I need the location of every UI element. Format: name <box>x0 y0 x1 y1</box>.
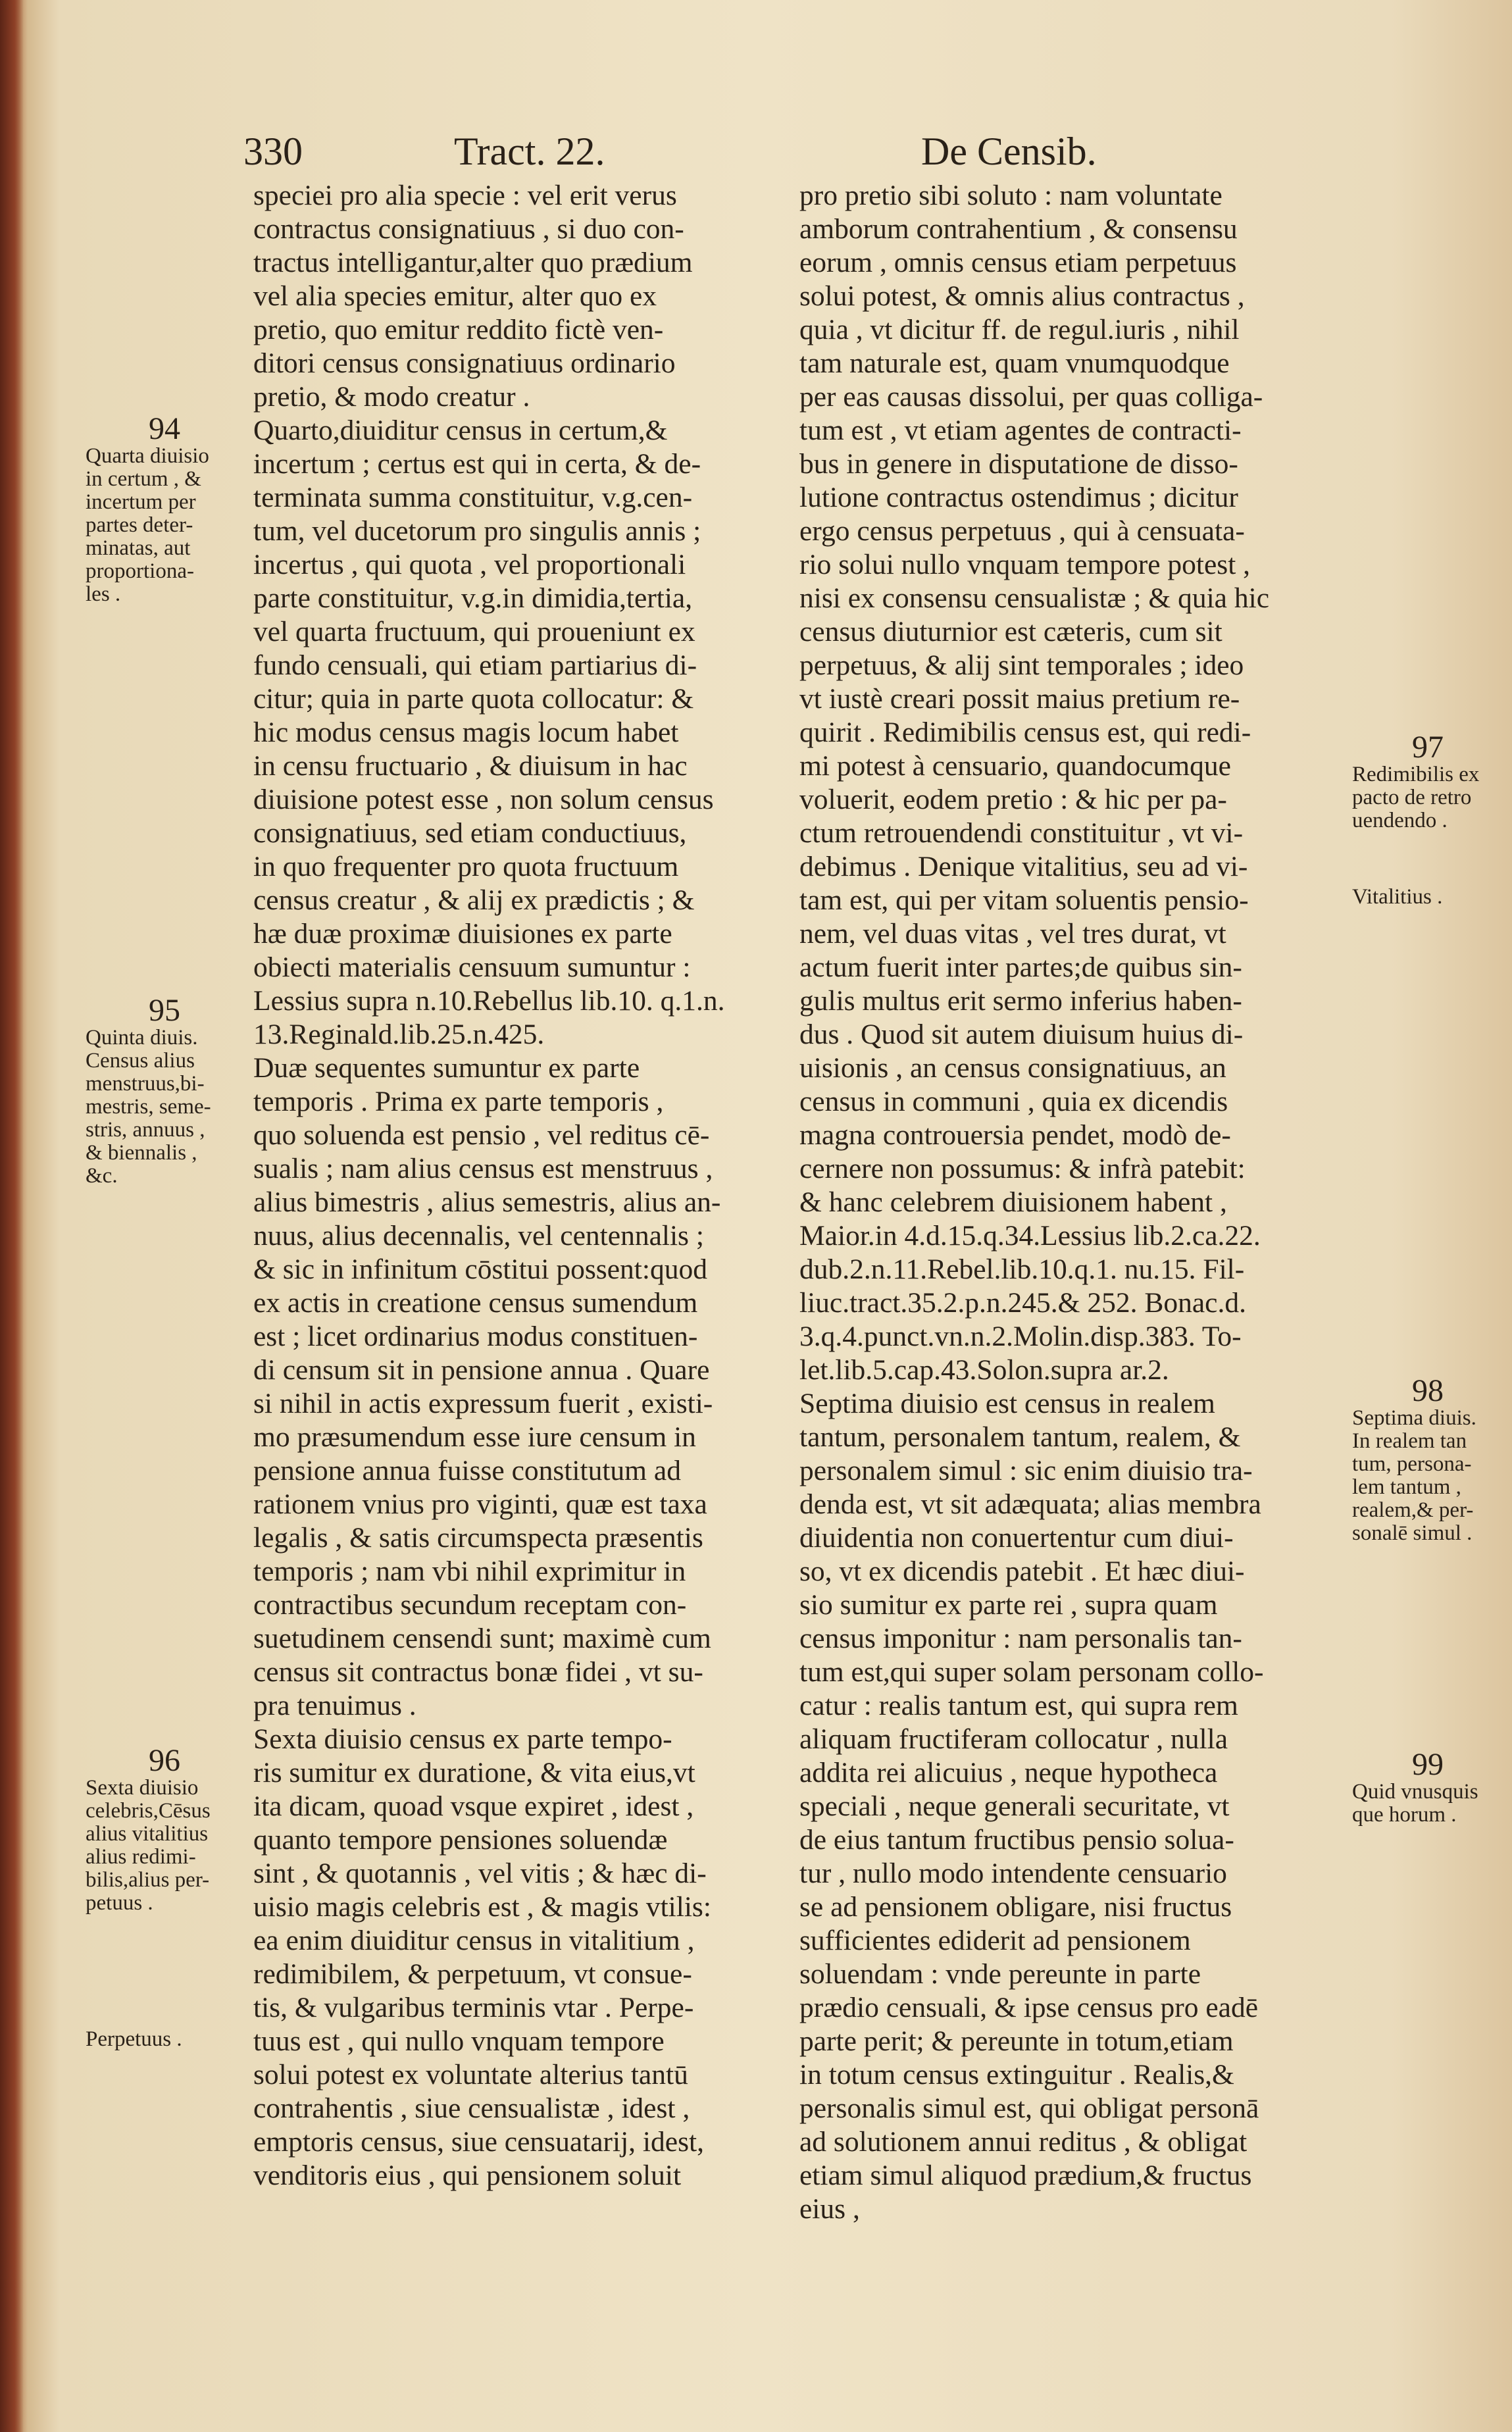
marginal-note-line: In realem tan <box>1352 1429 1467 1453</box>
marginal-note-line: proportiona- <box>86 559 194 583</box>
text-line: diuidentia non conuertentur cum diui- <box>799 1522 1234 1554</box>
marginal-note-body <box>1352 763 1503 832</box>
text-line: pretio, & modo creatur . <box>253 381 530 413</box>
text-line: rationem vnius pro viginti, quæ est taxa <box>253 1488 707 1520</box>
marginal-note-body <box>86 2028 243 2051</box>
text-line: citur; quia in parte quota collocatur: & <box>253 683 694 715</box>
text-line: incertum ; certus est qui in certa, & de- <box>253 448 701 480</box>
text-line: ctum retrouendendi constituitur , vt vi- <box>799 817 1244 849</box>
text-line: ris sumitur ex duratione, & vita eius,vt <box>253 1757 695 1788</box>
text-line: speciei pro alia specie : vel erit verus <box>253 180 677 211</box>
marginal-note-line: alius redimi- <box>86 1845 196 1869</box>
text-line: census sit contractus bonæ fidei , vt su- <box>253 1656 703 1688</box>
text-line: rio solui nullo vnquam tempore potest , <box>799 549 1251 580</box>
marginal-note-line: sonalē simul . <box>1352 1521 1473 1545</box>
text-line: tis, & vulgaribus terminis vtar . Perpe- <box>253 1992 694 2023</box>
text-line: cernere non possumus: & infrà patebit: <box>799 1153 1246 1184</box>
marginal-note-body <box>1352 1781 1503 1827</box>
text-line: mi potest à censuario, quandocumque <box>799 750 1231 782</box>
marginal-note-line: lem tantum , <box>1352 1475 1461 1499</box>
marginal-note-line: Redimibilis ex <box>1352 763 1480 786</box>
text-line: nuus, alius decennalis, vel centennalis ; <box>253 1220 704 1252</box>
text-line: sualis ; nam alius census est menstruus , <box>253 1153 713 1184</box>
text-line: magna controuersia pendet, modò de- <box>799 1119 1231 1151</box>
text-line: parte constituitur, v.g.in dimidia,tertia, <box>253 582 693 614</box>
text-line: hæ duæ proximæ diuisiones ex parte <box>253 918 672 950</box>
text-line: suetudinem censendi sunt; maximè cum <box>253 1623 711 1654</box>
text-line: fundo censuali, qui etiam partiarius di- <box>253 649 697 681</box>
text-line: nem, vel duas vitas , vel tres durat, vt <box>799 918 1226 950</box>
text-line: lutione contractus ostendimus ; dicitur <box>799 482 1238 513</box>
text-line: debimus . Denique vitalitius, seu ad vi- <box>799 851 1248 882</box>
running-header <box>243 125 1362 178</box>
text-line: dus . Quod sit autem diuisum huius di- <box>799 1019 1244 1050</box>
text-line: sint , & quotannis , vel vitis ; & hæc di- <box>253 1858 707 1889</box>
text-line: denda est, vt sit adæquata; alias membra <box>799 1488 1261 1520</box>
text-line: solui potest ex voluntate alterius tantū <box>253 2059 688 2090</box>
text-line: sio sumitur ex parte rei , supra quam <box>799 1589 1218 1621</box>
text-line: contractus consignatiuus , si duo con- <box>253 213 684 245</box>
text-line: personalis simul est, qui obligat personā <box>799 2092 1259 2124</box>
text-line: redimibilem, & perpetuum, vt consue- <box>253 1958 692 1990</box>
text-line: soluendam : vnde pereunte in parte <box>799 1958 1201 1990</box>
text-line: census in communi , quia ex dicendis <box>799 1086 1228 1117</box>
marginal-note-line: pacto de retro <box>1352 786 1472 809</box>
text-line: di censum sit in pensione annua . Quare <box>253 1354 710 1386</box>
running-title-left: Tract. 22. <box>454 130 605 173</box>
marginal-note-perpetuus <box>86 2028 243 2051</box>
text-line: Septima diuisio est census in realem <box>799 1388 1215 1419</box>
marginal-note-body <box>86 445 243 606</box>
text-line: tam naturale est, quam vnumquodque <box>799 347 1230 379</box>
marginal-note-line: uendendo . <box>1352 809 1448 832</box>
text-line: eorum , omnis census etiam perpetuus <box>799 247 1237 278</box>
text-line: terminata summa constituitur, v.g.cen- <box>253 482 693 513</box>
text-line: Quarto,diuiditur census in certum,& <box>253 415 668 446</box>
text-line: catur : realis tantum est, qui supra rem <box>799 1690 1238 1721</box>
text-line: sufficientes ediderit ad pensionem <box>799 1925 1191 1956</box>
text-line: 3.q.4.punct.vn.n.2.Molin.disp.383. To- <box>799 1321 1242 1352</box>
marginal-note-line: incertum per <box>86 490 196 514</box>
text-line: speciali , neque generali securitate, vt <box>799 1790 1230 1822</box>
page-number: 330 <box>243 130 303 173</box>
text-line: eius , <box>799 2193 860 2225</box>
text-line: addita rei alicuius , neque hypotheca <box>799 1757 1218 1788</box>
text-line: let.lib.5.cap.43.Solon.supra ar.2. <box>799 1354 1169 1386</box>
text-line: vel alia species emitur, alter quo ex <box>253 280 657 312</box>
text-line: ditori census consignatiuus ordinario <box>253 347 676 379</box>
marginal-note-line: Census alius <box>86 1049 195 1073</box>
text-line: 13.Reginald.lib.25.n.425. <box>253 1019 545 1050</box>
marginal-note-line: Sexta diuisio <box>86 1776 199 1800</box>
text-line: prædio censuali, & ipse census pro eadē <box>799 1992 1259 2023</box>
text-line: temporis ; nam vbi nihil exprimitur in <box>253 1556 686 1587</box>
marginal-note-body <box>86 1026 243 1188</box>
text-line: parte perit; & pereunte in totum,etiam <box>799 2025 1234 2057</box>
running-title-right: De Censib. <box>921 130 1097 173</box>
text-line: in totum census extinguitur . Realis,& <box>799 2059 1234 2090</box>
text-line: aliquam fructiferam collocatur , nulla <box>799 1723 1228 1755</box>
text-line: per eas causas dissolui, per quas colliga- <box>799 381 1263 413</box>
text-line: uisionis , an census consignatiuus, an <box>799 1052 1226 1084</box>
text-line: pensione annua fuisse constitutum ad <box>253 1455 681 1486</box>
marginal-note-line: & biennalis , <box>86 1141 197 1165</box>
marginal-note-line: minatas, aut <box>86 536 191 560</box>
text-line: vel quarta fructuum, qui proueniunt ex <box>253 616 695 647</box>
text-line: Maior.in 4.d.15.q.34.Lessius lib.2.ca.22. <box>799 1220 1261 1252</box>
marginal-note-body <box>1352 1407 1503 1545</box>
text-line: perpetuus, & alij sint temporales ; ideo <box>799 649 1244 681</box>
text-line: in quo frequenter pro quota fructuum <box>253 851 679 882</box>
text-line: se ad pensionem obligare, nisi fructus <box>799 1891 1232 1923</box>
marginal-note-line: in certum , & <box>86 467 201 491</box>
text-line: vt iustè creari possit maius pretium re- <box>799 683 1240 715</box>
marginal-note-99: 99 Quid vnusquis que horum . <box>1352 1749 1503 1827</box>
text-line: mo præsumendum esse iure censum in <box>253 1421 696 1453</box>
text-line: ex actis in creatione census sumendum <box>253 1287 698 1319</box>
text-line: hic modus census magis locum habet <box>253 717 679 748</box>
text-line: legalis , & satis circumspecta præsentis <box>253 1522 703 1554</box>
marginal-note-line: celebris,Cēsus <box>86 1799 211 1823</box>
text-line: gulis multus erit sermo inferius haben- <box>799 985 1242 1017</box>
text-line: quanto tempore pensiones soluendæ <box>253 1824 668 1856</box>
text-line: de eius tantum fructibus pensio solua- <box>799 1824 1234 1856</box>
text-line: nisi ex consensu censualistæ ; & quia hic <box>799 582 1270 614</box>
text-line: ita dicam, quoad vsque expiret , idest , <box>253 1790 694 1822</box>
text-line: contrahentis , siue censualistæ , idest , <box>253 2092 690 2124</box>
text-line: alius bimestris , alius semestris, alius an- <box>253 1186 721 1218</box>
text-line: pretio, quo emitur reddito fictè ven- <box>253 314 664 345</box>
marginal-note-96: 96 Sexta diuisio celebris,Cēsus alius vitalitius alius redimi- bilis,alius per- petuus . <box>86 1745 243 1915</box>
text-line: & hanc celebrem diuisionem habent , <box>799 1186 1227 1218</box>
book-spine <box>0 0 24 2432</box>
text-line: amborum contrahentium , & consensu <box>799 213 1238 245</box>
marginal-note-line: stris, annuus , <box>86 1118 205 1142</box>
marginal-note-body <box>1352 886 1503 909</box>
marginal-note-line: Quinta diuis. <box>86 1026 198 1050</box>
text-line: & sic in infinitum cōstitui possent:quod <box>253 1254 707 1285</box>
text-line: quirit . Redimibilis census est, qui redi- <box>799 717 1251 748</box>
marginal-note-line: Quid vnusquis <box>1352 1780 1478 1804</box>
marginal-note-line: alius vitalitius <box>86 1822 209 1846</box>
text-line: census creatur , & alij ex prædictis ; & <box>253 884 695 916</box>
text-line: census diuturnior est cæteris, cum sit <box>799 616 1222 647</box>
text-line: etiam simul aliquod prædium,& fructus <box>799 2160 1252 2191</box>
text-column-left <box>253 179 780 2192</box>
text-line: in censu fructuario , & diuisum in hac <box>253 750 688 782</box>
marginal-note-line: &c. <box>86 1164 118 1188</box>
marginal-note-line: mestris, seme- <box>86 1095 211 1119</box>
marginal-note-line: menstruus,bi- <box>86 1072 205 1096</box>
text-line: tuus est , qui nullo vnquam tempore <box>253 2025 665 2057</box>
marginal-note-line: petuus . <box>86 1891 153 1915</box>
text-line: tum est , vt etiam agentes de contracti- <box>799 415 1242 446</box>
text-line: contractibus secundum receptam con- <box>253 1589 687 1621</box>
text-line: solui potest, & omnis alius contractus , <box>799 280 1245 312</box>
text-column-right <box>799 179 1339 2226</box>
text-line: liuc.tract.35.2.p.n.245.& 252. Bonac.d. <box>799 1287 1246 1319</box>
text-line: Duæ sequentes sumuntur ex parte <box>253 1052 640 1084</box>
text-line: census imponitur : nam personalis tan- <box>799 1623 1242 1654</box>
marginal-note-98: 98 Septima diuis. In realem tan tum, persona- lem tantum , realem,& per- sonalē simul . <box>1352 1375 1503 1545</box>
text-line: si nihil in actis expressum fuerit , existi- <box>253 1388 713 1419</box>
text-line: pro pretio sibi soluto : nam voluntate <box>799 180 1222 211</box>
text-line: quo soluenda est pensio , vel reditus cē- <box>253 1119 710 1151</box>
text-line: tum est,qui super solam personam collo- <box>799 1656 1264 1688</box>
text-line: tantum, personalem tantum, realem, & <box>799 1421 1241 1453</box>
text-line: ea enim diuiditur census in vitalitium , <box>253 1925 695 1956</box>
text-line: obiecti materialis censuum sumuntur : <box>253 951 691 983</box>
text-line: so, vt ex dicendis patebit . Et hæc diui- <box>799 1556 1245 1587</box>
text-line: temporis . Prima ex parte temporis , <box>253 1086 664 1117</box>
text-line: tractus intelligantur,alter quo prædium <box>253 247 693 278</box>
text-line: pra tenuimus . <box>253 1690 416 1721</box>
text-line: consignatiuus, sed etiam conductiuus, <box>253 817 687 849</box>
marginal-note-line: tum, persona- <box>1352 1452 1472 1476</box>
marginal-note-line: realem,& per- <box>1352 1498 1474 1522</box>
text-line: bus in genere in disputatione de disso- <box>799 448 1238 480</box>
text-line: ad solutionem annui reditus , & obligat <box>799 2126 1247 2158</box>
marginal-note-97: 97 Redimibilis ex pacto de retro uendendo . <box>1352 732 1503 832</box>
text-line: dub.2.n.11.Rebel.lib.10.q.1. nu.15. Fil- <box>799 1254 1245 1285</box>
marginal-note-line: Perpetuus . <box>86 2027 182 2051</box>
text-line: personalem simul : sic enim diuisio tra- <box>799 1455 1253 1486</box>
text-line: tur , nullo modo intendente censuario <box>799 1858 1227 1889</box>
marginal-note-line: partes deter- <box>86 513 193 537</box>
text-line: quia , vt dicitur ff. de regul.iuris , nihil <box>799 314 1240 345</box>
marginal-note-line: bilis,alius per- <box>86 1868 210 1892</box>
text-line: Lessius supra n.10.Rebellus lib.10. q.1.n. <box>253 985 725 1017</box>
text-line: venditoris eius , qui pensionem soluit <box>253 2160 682 2191</box>
text-line: ergo census perpetuus , qui à censuata- <box>799 515 1245 547</box>
text-line: incertus , qui quota , vel proportionali <box>253 549 686 580</box>
text-line: uisio magis celebris est , & magis vtilis: <box>253 1891 711 1923</box>
marginal-note-94: 94 Quarta diuisio in certum , & incertum per partes deter- minatas, aut proportiona- les . <box>86 413 243 606</box>
marginal-note-vitalitius <box>1352 886 1503 909</box>
marginal-note-line: que horum . <box>1352 1803 1457 1827</box>
marginal-note-body <box>86 1777 243 1915</box>
marginal-note-95: 95 Quinta diuis. Census alius menstruus,bi- mestris, seme- stris, annuus , & biennalis , &c. <box>86 995 243 1188</box>
text-line: tum, vel ducetorum pro singulis annis ; <box>253 515 701 547</box>
marginal-note-line: les . <box>86 582 121 606</box>
text-line: emptoris census, siue censuatarij, idest, <box>253 2126 704 2158</box>
text-line: voluerit, eodem pretio : & hic per pa- <box>799 784 1227 815</box>
marginal-note-line: Quarta diuisio <box>86 444 209 468</box>
marginal-note-line: Vitalitius . <box>1352 885 1443 909</box>
text-line: Sexta diuisio census ex parte tempo- <box>253 1723 672 1755</box>
text-line: est ; licet ordinarius modus constituen- <box>253 1321 698 1352</box>
text-line: actum fuerit inter partes;de quibus sin- <box>799 951 1242 983</box>
text-line: diuisione potest esse , non solum census <box>253 784 714 815</box>
text-line: tam est, qui per vitam soluentis pensio- <box>799 884 1249 916</box>
marginal-note-line: Septima diuis. <box>1352 1406 1476 1430</box>
